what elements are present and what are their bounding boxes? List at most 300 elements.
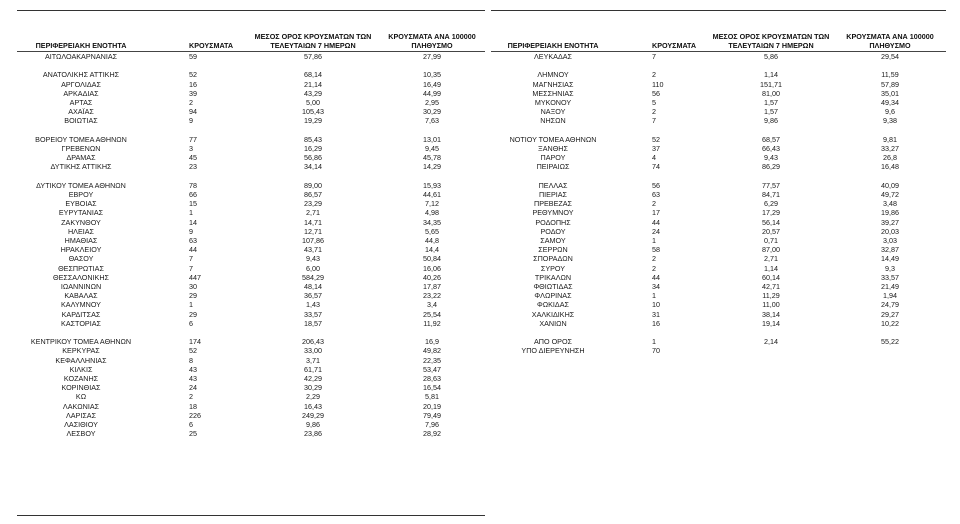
cell-avg7: 1,43	[306, 300, 320, 310]
cell-region: ΜΑΓΝΗΣΙΑΣ	[532, 79, 574, 89]
cell-cases: 2	[652, 254, 656, 264]
header-per100k: ΚΡΟΥΣΜΑΤΑ ΑΝΑ 100000 ΠΛΗΘΥΣΜΟ	[846, 32, 934, 50]
table-row	[491, 172, 946, 181]
cell-per100k: 28,63	[423, 374, 441, 383]
table-row	[17, 89, 485, 98]
cell-region: ΑΝΑΤΟΛΙΚΗΣ ΑΤΤΙΚΗΣ	[42, 70, 120, 80]
cell-cases: 1	[189, 208, 193, 218]
cell-avg7: 2,14	[764, 337, 778, 347]
cell-region: ΣΑΜΟΥ	[540, 236, 566, 245]
table-row	[491, 135, 946, 144]
cell-per100k: 35,01	[881, 88, 899, 98]
cell-cases: 8	[189, 355, 193, 365]
cell-cases: 226	[189, 410, 201, 420]
cell-per100k: 28,92	[423, 429, 441, 439]
cell-avg7: 42,29	[304, 374, 322, 383]
cell-cases: 9	[189, 116, 193, 126]
left-table	[17, 10, 485, 439]
cell-region: ΑΡΓΟΛΙΔΑΣ	[61, 79, 101, 89]
cell-per100k: 21,49	[881, 282, 899, 291]
cell-per100k: 29,54	[881, 52, 899, 61]
cell-per100k: 1,94	[883, 291, 897, 301]
cell-per100k: 22,35	[423, 355, 441, 365]
cell-cases: 70	[652, 346, 660, 356]
table-row	[17, 420, 485, 429]
cell-cases: 44	[652, 272, 660, 282]
cell-avg7: 1,57	[764, 98, 778, 107]
cell-per100k: 4,98	[425, 208, 439, 218]
cell-cases: 1	[189, 300, 193, 310]
cell-region: ΠΙΕΡΙΑΣ	[538, 190, 567, 199]
cell-avg7: 30,29	[304, 383, 322, 393]
table-row	[17, 346, 485, 355]
table-row	[17, 337, 485, 346]
table-row	[491, 98, 946, 107]
cell-avg7: 2,71	[306, 208, 320, 218]
cell-region: ΠΑΡΟΥ	[540, 153, 566, 163]
cell-cases: 39	[189, 88, 197, 98]
cell-cases: 29	[189, 291, 197, 301]
cell-cases: 52	[652, 134, 660, 144]
cell-cases: 6	[189, 318, 193, 328]
cell-region: ΑΙΤΩΛΟΑΚΑΡΝΑΝΙΑΣ	[44, 52, 118, 61]
cell-per100k: 11,59	[881, 70, 899, 80]
table-row	[17, 236, 485, 245]
cell-cases: 2	[652, 107, 656, 117]
cell-avg7: 77,57	[762, 180, 780, 190]
cell-region: ΕΥΒΟΙΑΣ	[65, 199, 97, 209]
cell-region: ΠΕΙΡΑΙΩΣ	[536, 162, 570, 172]
cell-avg7: 68,14	[304, 70, 322, 80]
table-row	[17, 291, 485, 300]
cell-per100k: 32,87	[881, 245, 899, 255]
cell-avg7: 249,29	[302, 410, 324, 420]
cell-cases: 1	[652, 337, 656, 347]
cell-region: ΞΑΝΘΗΣ	[538, 144, 568, 153]
cell-cases: 15	[189, 199, 197, 209]
cell-cases: 14	[189, 217, 197, 227]
header-avg7: ΜΕΣΟΣ ΟΡΟΣ ΚΡΟΥΣΜΑΤΩΝ ΤΩΝ ΤΕΛΕΥΤΑΙΩΝ 7 ΗΜΕΡΩΝ	[254, 32, 372, 50]
cell-cases: 30	[189, 282, 197, 291]
cell-per100k: 3,03	[883, 236, 897, 245]
cell-avg7: 19,14	[762, 318, 780, 328]
table-row	[491, 310, 946, 319]
cell-avg7: 36,57	[304, 291, 322, 301]
cell-avg7: 584,29	[302, 272, 324, 282]
table-row	[491, 245, 946, 254]
table-row	[17, 227, 485, 236]
cell-per100k: 7,12	[425, 199, 439, 209]
header-avg7: ΜΕΣΟΣ ΟΡΟΣ ΚΡΟΥΣΜΑΤΩΝ ΤΩΝ ΤΕΛΕΥΤΑΙΩΝ 7 ΗΜΕΡΩΝ	[712, 32, 830, 50]
cell-cases: 34	[652, 282, 660, 291]
cell-region: ΗΛΕΙΑΣ	[67, 226, 95, 236]
cell-region: ΣΕΡΡΩΝ	[538, 245, 568, 255]
cell-cases: 7	[652, 52, 656, 61]
cell-region: ΜΕΣΣΗΝΙΑΣ	[532, 88, 574, 98]
cell-cases: 59	[189, 52, 197, 61]
cell-avg7: 2,71	[764, 254, 778, 264]
cell-cases: 10	[652, 300, 660, 310]
cell-region: ΚΕΡΚΥΡΑΣ	[62, 346, 100, 356]
cell-per100k: 33,57	[881, 272, 899, 282]
cell-cases: 63	[652, 190, 660, 199]
cell-cases: 110	[652, 79, 664, 89]
cell-region: ΚΕΝΤΡΙΚΟΥ ΤΟΜΕΑ ΑΘΗΝΩΝ	[30, 337, 132, 347]
cell-avg7: 42,71	[762, 282, 780, 291]
cell-avg7: 38,14	[762, 309, 780, 319]
cell-cases: 2	[189, 392, 193, 402]
cell-cases: 3	[189, 144, 193, 153]
table-row	[491, 61, 946, 70]
cell-region: ΚΑΣΤΟΡΙΑΣ	[61, 318, 101, 328]
table-row	[491, 144, 946, 153]
cell-region: ΗΡΑΚΛΕΙΟΥ	[60, 245, 102, 255]
cell-cases: 43	[189, 374, 197, 383]
cell-avg7: 57,86	[304, 52, 322, 61]
cell-region: ΘΕΣΠΡΩΤΙΑΣ	[58, 263, 104, 273]
table-row	[491, 52, 946, 61]
cell-avg7: 23,29	[304, 199, 322, 209]
cell-per100k: 53,47	[423, 364, 441, 374]
table-row	[17, 282, 485, 291]
cell-avg7: 18,57	[304, 318, 322, 328]
cell-avg7: 11,00	[762, 300, 780, 310]
table-row	[491, 291, 946, 300]
cell-avg7: 151,71	[760, 79, 782, 89]
cell-region: ΔΡΑΜΑΣ	[66, 153, 96, 163]
cell-cases: 29	[189, 309, 197, 319]
cell-avg7: 0,71	[764, 236, 778, 245]
cell-region: ΡΟΔΟΠΗΣ	[535, 217, 571, 227]
cell-cases: 2	[652, 70, 656, 80]
cell-cases: 56	[652, 180, 660, 190]
cell-per100k: 14,29	[423, 162, 441, 172]
cell-avg7: 33,00	[304, 346, 322, 356]
cell-per100k: 7,96	[425, 420, 439, 429]
table-row	[17, 52, 485, 61]
table-row	[491, 328, 946, 337]
cell-avg7: 9,86	[764, 116, 778, 126]
table-row	[17, 199, 485, 208]
cell-per100k: 57,89	[881, 79, 899, 89]
cell-avg7: 23,86	[304, 429, 322, 439]
table-row	[17, 411, 485, 420]
cell-region: ΑΧΑΪΑΣ	[68, 107, 94, 117]
cell-per100k: 9,81	[883, 134, 897, 144]
cell-region: ΡΟΔΟΥ	[540, 226, 566, 236]
table-row	[17, 190, 485, 199]
cell-cases: 6	[189, 420, 193, 429]
cell-per100k: 9,45	[425, 144, 439, 153]
cell-avg7: 5,00	[306, 98, 320, 107]
cell-per100k: 55,22	[881, 337, 899, 347]
cell-per100k: 49,72	[881, 190, 899, 199]
cell-avg7: 9,43	[764, 153, 778, 163]
cell-cases: 447	[189, 272, 201, 282]
cell-per100k: 3,48	[883, 199, 897, 209]
cell-region: ΠΕΛΛΑΣ	[538, 180, 568, 190]
cell-cases: 16	[189, 79, 197, 89]
cell-per100k: 45,78	[423, 153, 441, 163]
cell-cases: 31	[652, 309, 660, 319]
cell-avg7: 21,14	[304, 79, 322, 89]
cell-per100k: 14,49	[881, 254, 899, 264]
cell-per100k: 16,48	[881, 162, 899, 172]
table-row	[17, 162, 485, 171]
cell-avg7: 1,14	[764, 70, 778, 80]
cell-avg7: 1,57	[764, 107, 778, 117]
cell-region: ΛΕΣΒΟΥ	[66, 429, 96, 439]
cell-per100k: 24,79	[881, 300, 899, 310]
cell-avg7: 60,14	[762, 272, 780, 282]
table-row	[17, 107, 485, 116]
cell-per100k: 39,27	[881, 217, 899, 227]
cell-avg7: 20,57	[762, 226, 780, 236]
table-row	[17, 383, 485, 392]
header-cases: ΚΡΟΥΣΜΑΤΑ	[189, 41, 234, 50]
cell-avg7: 6,29	[764, 199, 778, 209]
cell-cases: 58	[652, 245, 660, 255]
cell-cases: 37	[652, 144, 660, 153]
table-row	[491, 319, 946, 328]
cell-cases: 44	[652, 217, 660, 227]
table-row	[491, 227, 946, 236]
table-row	[17, 245, 485, 254]
table-row	[491, 116, 946, 125]
cell-per100k: 2,95	[425, 98, 439, 107]
cell-region: ΕΒΡΟΥ	[68, 190, 94, 199]
cell-cases: 43	[189, 364, 197, 374]
cell-region: ΥΠΟ ΔΙΕΡΕΥΝΗΣΗ	[521, 346, 585, 356]
cell-region: ΤΡΙΚΑΛΩΝ	[534, 272, 572, 282]
cell-avg7: 68,57	[762, 134, 780, 144]
cell-cases: 25	[189, 429, 197, 439]
table-row	[17, 273, 485, 282]
cell-avg7: 89,00	[304, 180, 322, 190]
cell-per100k: 26,8	[883, 153, 897, 163]
table-row	[17, 429, 485, 438]
cell-region: ΛΗΜΝΟΥ	[537, 70, 569, 80]
table-row	[491, 181, 946, 190]
table-row	[17, 172, 485, 181]
cell-cases: 56	[652, 88, 660, 98]
cell-avg7: 105,43	[302, 107, 324, 117]
table-row	[491, 199, 946, 208]
cell-per100k: 9,6	[885, 107, 895, 117]
cell-region: ΔΥΤΙΚΟΥ ΤΟΜΕΑ ΑΘΗΝΩΝ	[36, 180, 126, 190]
cell-cases: 23	[189, 162, 197, 172]
right-table	[491, 10, 946, 356]
cell-region: ΚΟΡΙΝΘΙΑΣ	[61, 383, 101, 393]
cell-per100k: 79,49	[423, 410, 441, 420]
cell-region: ΕΥΡΥΤΑΝΙΑΣ	[58, 208, 104, 218]
table-row	[17, 264, 485, 273]
cell-per100k: 9,38	[883, 116, 897, 126]
cell-region: ΝΑΞΟΥ	[540, 107, 566, 117]
cell-per100k: 30,29	[423, 107, 441, 117]
cell-region: ΚΑΒΑΛΑΣ	[64, 291, 98, 301]
cell-region: ΛΕΥΚΑΔΑΣ	[533, 52, 572, 61]
cell-per100k: 13,01	[423, 134, 441, 144]
cell-avg7: 56,86	[304, 153, 322, 163]
cell-avg7: 16,29	[304, 144, 322, 153]
cell-avg7: 6,00	[306, 263, 320, 273]
cell-per100k: 14,4	[425, 245, 439, 255]
cell-avg7: 43,71	[304, 245, 322, 255]
cell-region: ΝΟΤΙΟΥ ΤΟΜΕΑ ΑΘΗΝΩΝ	[509, 134, 597, 144]
cell-cases: 78	[189, 180, 197, 190]
cell-avg7: 3,71	[306, 355, 320, 365]
table-row	[17, 356, 485, 365]
cell-per100k: 27,99	[423, 52, 441, 61]
cell-avg7: 17,29	[762, 208, 780, 218]
cell-avg7: 86,57	[304, 190, 322, 199]
cell-avg7: 107,86	[302, 236, 324, 245]
table-row	[17, 181, 485, 190]
cell-avg7: 206,43	[302, 337, 324, 347]
cell-cases: 94	[189, 107, 197, 117]
table-row	[17, 254, 485, 263]
table-row	[491, 254, 946, 263]
table-row	[17, 61, 485, 70]
cell-cases: 7	[189, 254, 193, 264]
cell-avg7: 16,43	[304, 401, 322, 411]
cell-cases: 45	[189, 153, 197, 163]
cell-cases: 9	[189, 226, 193, 236]
table-row	[17, 300, 485, 309]
cell-per100k: 23,22	[423, 291, 441, 301]
table-row	[491, 346, 946, 355]
table-row	[17, 98, 485, 107]
header-region: ΠΕΡΙΦΕΡΕΙΑΚΗ ΕΝΟΤΗΤΑ	[35, 41, 127, 50]
table-row	[491, 264, 946, 273]
table-row	[491, 80, 946, 89]
cell-cases: 4	[652, 153, 656, 163]
table-row	[491, 337, 946, 346]
cell-per100k: 44,8	[425, 236, 439, 245]
table-row	[17, 218, 485, 227]
cell-region: ΧΑΛΚΙΔΙΚΗΣ	[531, 309, 575, 319]
table-row	[17, 374, 485, 383]
cell-cases: 16	[652, 318, 660, 328]
table-row	[17, 116, 485, 125]
cell-per100k: 16,06	[423, 263, 441, 273]
cell-region: ΔΥΤΙΚΗΣ ΑΤΤΙΚΗΣ	[50, 162, 112, 172]
cell-per100k: 20,19	[423, 401, 441, 411]
cell-per100k: 40,26	[423, 272, 441, 282]
cell-cases: 24	[189, 383, 197, 393]
cell-region: ΣΠΟΡΑΔΩΝ	[533, 254, 573, 264]
cell-region: ΙΩΑΝΝΙΝΩΝ	[60, 282, 102, 291]
cell-region: ΓΡΕΒΕΝΩΝ	[61, 144, 101, 153]
cell-avg7: 1,14	[764, 263, 778, 273]
cell-cases: 77	[189, 134, 197, 144]
bottom-rule	[17, 515, 485, 516]
cell-region: ΒΟΡΕΙΟΥ ΤΟΜΕΑ ΑΘΗΝΩΝ	[35, 134, 127, 144]
cell-avg7: 56,14	[762, 217, 780, 227]
table-row	[491, 282, 946, 291]
table-row	[17, 328, 485, 337]
table-row	[17, 135, 485, 144]
cell-cases: 18	[189, 401, 197, 411]
cell-cases: 5	[652, 98, 656, 107]
cell-region: ΚΑΡΔΙΤΣΑΣ	[61, 309, 101, 319]
header-per100k: ΚΡΟΥΣΜΑΤΑ ΑΝΑ 100000 ΠΛΗΘΥΣΜΟ	[388, 32, 476, 50]
cell-per100k: 34,35	[423, 217, 441, 227]
table-row	[17, 365, 485, 374]
cell-avg7: 86,29	[762, 162, 780, 172]
cell-avg7: 9,43	[306, 254, 320, 264]
cell-per100k: 49,34	[881, 98, 899, 107]
cell-region: ΛΑΣΙΘΙΟΥ	[64, 420, 98, 429]
cell-cases: 17	[652, 208, 660, 218]
cell-region: ΛΑΚΩΝΙΑΣ	[62, 401, 100, 411]
cell-cases: 63	[189, 236, 197, 245]
cell-region: ΛΑΡΙΣΑΣ	[65, 410, 97, 420]
table-row	[491, 162, 946, 171]
cell-per100k: 16,9	[425, 337, 439, 347]
cell-per100k: 5,65	[425, 226, 439, 236]
cell-cases: 66	[189, 190, 197, 199]
cell-per100k: 7,63	[425, 116, 439, 126]
cell-region: ΦΩΚΙΔΑΣ	[537, 300, 569, 310]
cell-region: ΑΡΚΑΔΙΑΣ	[63, 88, 99, 98]
table-row	[17, 144, 485, 153]
cell-per100k: 16,54	[423, 383, 441, 393]
cell-region: ΚΕΦΑΛΛΗΝΙΑΣ	[55, 355, 107, 365]
cell-avg7: 11,29	[762, 291, 780, 301]
table-row	[17, 153, 485, 162]
cell-per100k: 11,92	[423, 318, 441, 328]
cell-avg7: 12,71	[304, 226, 322, 236]
table-row	[491, 236, 946, 245]
cell-region: ΚΟΖΑΝΗΣ	[63, 374, 99, 383]
cell-per100k: 49,82	[423, 346, 441, 356]
cell-per100k: 33,27	[881, 144, 899, 153]
table-row	[17, 70, 485, 79]
cell-avg7: 9,86	[306, 420, 320, 429]
cell-avg7: 19,29	[304, 116, 322, 126]
cell-cases: 2	[652, 199, 656, 209]
table-row	[491, 153, 946, 162]
cell-region: ΑΠΟ ΟΡΟΣ	[534, 337, 572, 347]
table-row	[491, 190, 946, 199]
cell-cases: 174	[189, 337, 201, 347]
cell-region: ΚΙΛΚΙΣ	[69, 364, 93, 374]
cell-per100k: 44,61	[423, 190, 441, 199]
cell-cases: 7	[189, 263, 193, 273]
cell-avg7: 48,14	[304, 282, 322, 291]
cell-per100k: 25,54	[423, 309, 441, 319]
table-row	[17, 80, 485, 89]
cell-per100k: 19,86	[881, 208, 899, 218]
cell-region: ΧΑΝΙΩΝ	[539, 318, 567, 328]
cell-region: ΠΡΕΒΕΖΑΣ	[534, 199, 572, 209]
table-row	[491, 218, 946, 227]
cell-region: ΚΩ	[75, 392, 87, 402]
table-header	[491, 11, 946, 52]
header-cases: ΚΡΟΥΣΜΑΤΑ	[652, 41, 697, 50]
cell-region: ΗΜΑΘΙΑΣ	[64, 236, 98, 245]
cell-region: ΘΕΣΣΑΛΟΝΙΚΗΣ	[53, 272, 109, 282]
cell-per100k: 5,81	[425, 392, 439, 402]
cell-per100k: 10,35	[423, 70, 441, 80]
table-row	[17, 208, 485, 217]
cell-per100k: 9,3	[885, 263, 895, 273]
cell-region: ΖΑΚΥΝΘΟΥ	[61, 217, 101, 227]
cell-cases: 74	[652, 162, 660, 172]
cell-cases: 7	[652, 116, 656, 126]
